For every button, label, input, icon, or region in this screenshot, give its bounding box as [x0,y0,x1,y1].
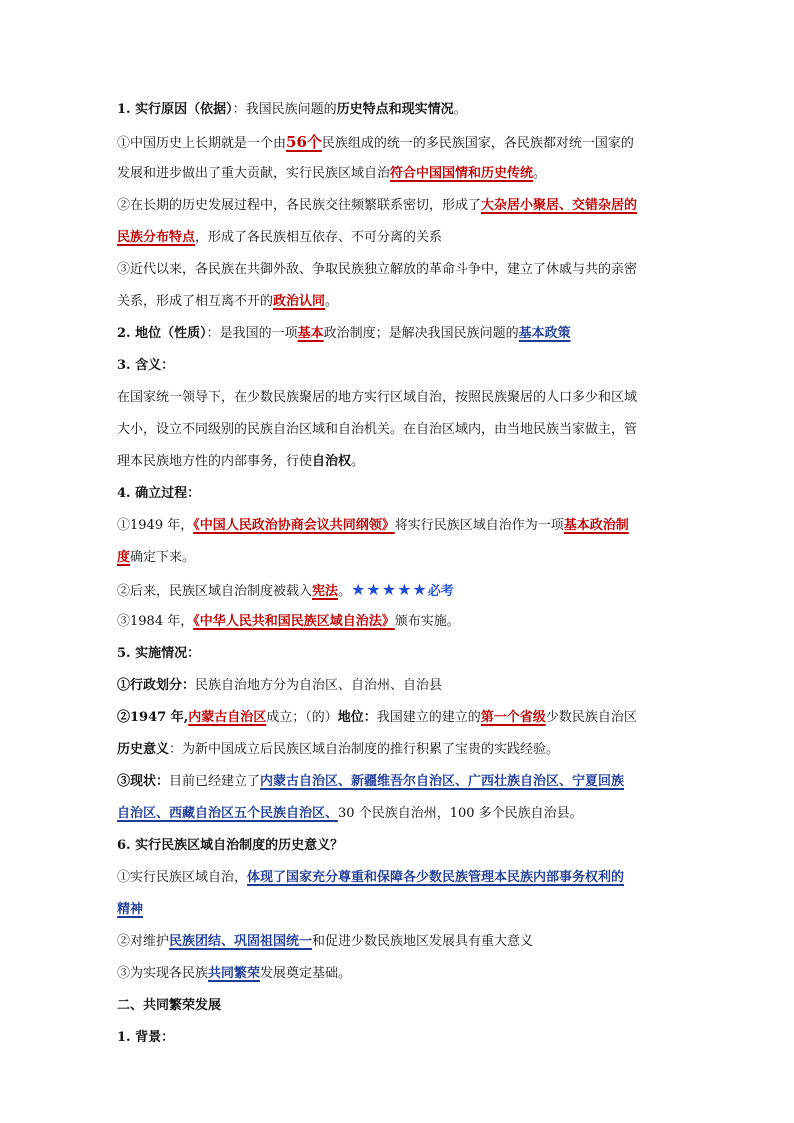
section-1-heading [117,100,677,120]
text: ，形成了各民族相互依存、不可分离的关系 [195,230,443,245]
text: 关系，形成了相互离不开的 [117,294,274,309]
section-5-point-3-line-1 [117,772,677,792]
text: 民族自治地方分为自治区、自治州、自治县 [195,678,443,693]
text: 30 个民族自治州，100 多个民族自治县。 [338,806,583,821]
label: ①行政划分： [117,678,196,693]
section-1-point-3-line-1 [117,260,677,280]
text: 将实行民族区域自治作为一项 [394,518,564,533]
text: 。 [533,166,547,181]
key-term-common-prosperity: 共同繁荣 [208,966,261,981]
text: 发展奠定基础。 [260,966,352,981]
key-term-inner-mongolia: 内蒙古自治区 [188,710,267,725]
text: ②对维护 [117,934,170,949]
section-5-point-2-significance [117,740,677,760]
section-4-point-3 [117,612,677,632]
section-6-point-3 [117,964,677,984]
section-6-heading: 6. 实行民族区域自治制度的历史意义？ [117,838,344,853]
key-term-autonomy-law: 《中华人民共和国民族区域自治法》 [193,614,395,629]
text: 确定下来。 [130,550,196,565]
section-6-point-1-line-2 [117,900,677,920]
key-term-respect-rights: 体现了国家充分尊重和保障各少数民族管理本民族内部事务权利的 [247,870,625,885]
section-5-point-3-line-2 [117,804,677,824]
star-rating-icon: ★★★★★ [351,580,428,599]
text: 颁布实施。 [394,614,460,629]
key-term-distribution-cont: 民族分布特点 [117,230,196,245]
text: 。 [338,584,352,599]
text: 民族组成的统一的多民族国家，各民族都对统一国家的 [321,136,634,151]
key-term-five-regions-cont: 自治区、西藏自治区五个民族自治区、 [117,806,339,821]
key-term-basic: 基本 [297,326,324,341]
key-term-political-identity: 政治认同 [273,294,326,309]
section-2 [117,324,677,344]
key-term-basic-political-system: 基本政治制 [563,518,629,533]
section-6-point-1-line-1 [117,868,677,888]
key-term-distribution: 大杂居小聚居、交错杂居的 [481,198,638,213]
text: ①中国历史上长期就是一个由 [117,136,287,151]
text: 政治制度；是解决我国民族问题的 [323,326,519,341]
section-1-point-3-line-2 [117,292,677,312]
label: ③现状： [117,774,170,789]
section-4-point-2 [117,580,677,602]
label: 地位： [337,710,377,725]
key-term-56-ethnic-groups: 56个 [286,133,322,151]
key-term-first-provincial: 第一个省级 [480,710,546,725]
heading-label: 1. 实行原因（依据） [117,102,233,117]
key-term-unity: 民族团结、巩固祖国统一 [169,934,313,949]
must-test-label: 必考 [427,584,454,599]
section-3-heading: 3. 含义： [117,358,175,373]
text: 理本民族地方性的内部事务，行使 [117,454,313,469]
key-term-national-conditions: 符合中国国情和历史传统 [390,166,534,181]
section-3-line-2: 大小，设立不同级别的民族自治区域和自治机关。在自治区域内，由当地民族当家做主，管 [117,422,638,437]
section-4-heading: 4. 确立过程： [117,486,201,501]
key-term-common-program: 《中国人民政治协商会议共同纲领》 [193,518,395,533]
label: 历史意义 [117,742,170,757]
key-term-spirit: 精神 [117,902,144,917]
section-3-line-1: 在国家统一领导下，在少数民族聚居的地方实行区域自治，按照民族聚居的人口多少和区域 [117,390,638,405]
text: ②在长期的历史发展过程中，各民族交往频繁联系密切，形成了 [117,198,482,213]
text: ①实行民族区域自治， [117,870,248,885]
text: ③为实现各民族 [117,966,209,981]
section-3-line-3 [117,452,677,472]
text: 少数民族自治区 [545,710,637,725]
section-5-point-2 [117,708,677,728]
section-5-heading: 5. 实施情况： [117,646,201,661]
text: ①1949 年， [117,518,194,533]
key-term-five-regions: 内蒙古自治区、新疆维吾尔自治区、广西壮族自治区、宁夏回族 [260,774,625,789]
text: ③1984 年， [117,614,194,629]
key-term-autonomy: 自治权 [312,454,352,469]
section-4-point-1-line-1 [117,516,677,536]
text: 我国建立的建立的 [376,710,481,725]
key-term-system-cont: 度 [117,550,131,565]
text: ②1947 年, [117,710,189,725]
section-5-point-1 [117,676,677,696]
section-1-point-1-line-1 [117,132,677,154]
text: 和促进少数民族地区发展具有重大意义 [312,934,534,949]
heading-text: ：我国民族问题的 [232,102,337,117]
section-1-point-1-line-2 [117,164,677,184]
text: 目前已经建立了 [169,774,261,789]
heading-punct: 。 [453,102,467,117]
text: 。 [351,454,365,469]
text: 。 [325,294,339,309]
heading-label: 2. 地位（性质） [117,326,207,341]
heading-emphasis: 历史特点和现实情况 [336,102,454,117]
key-term-constitution: 宪法 [312,584,339,599]
section-4-point-1-line-2 [117,548,677,568]
key-term-basic-policy: 基本政策 [518,326,571,341]
part-2-subheading: 1. 背景： [117,1030,175,1045]
section-6-point-2 [117,932,677,952]
text: 发展和进步做出了重大贡献，实行民族区域自治 [117,166,391,181]
text: ③近代以来，各民族在共御外敌、争取民族独立解放的革命斗争中，建立了休戚与共的亲密 [117,262,638,277]
section-1-point-2-line-1 [117,196,677,216]
text: 成立；（的） [266,710,338,725]
part-2-heading: 二、共同繁荣发展 [117,998,222,1013]
section-1-point-2-line-2 [117,228,677,248]
text: ②后来，民族区域自治制度被载入 [117,584,313,599]
text: ：为新中国成立后民族区域自治制度的推行积累了宝贵的实践经验。 [169,742,560,757]
text: ：是我国的一项 [206,326,298,341]
